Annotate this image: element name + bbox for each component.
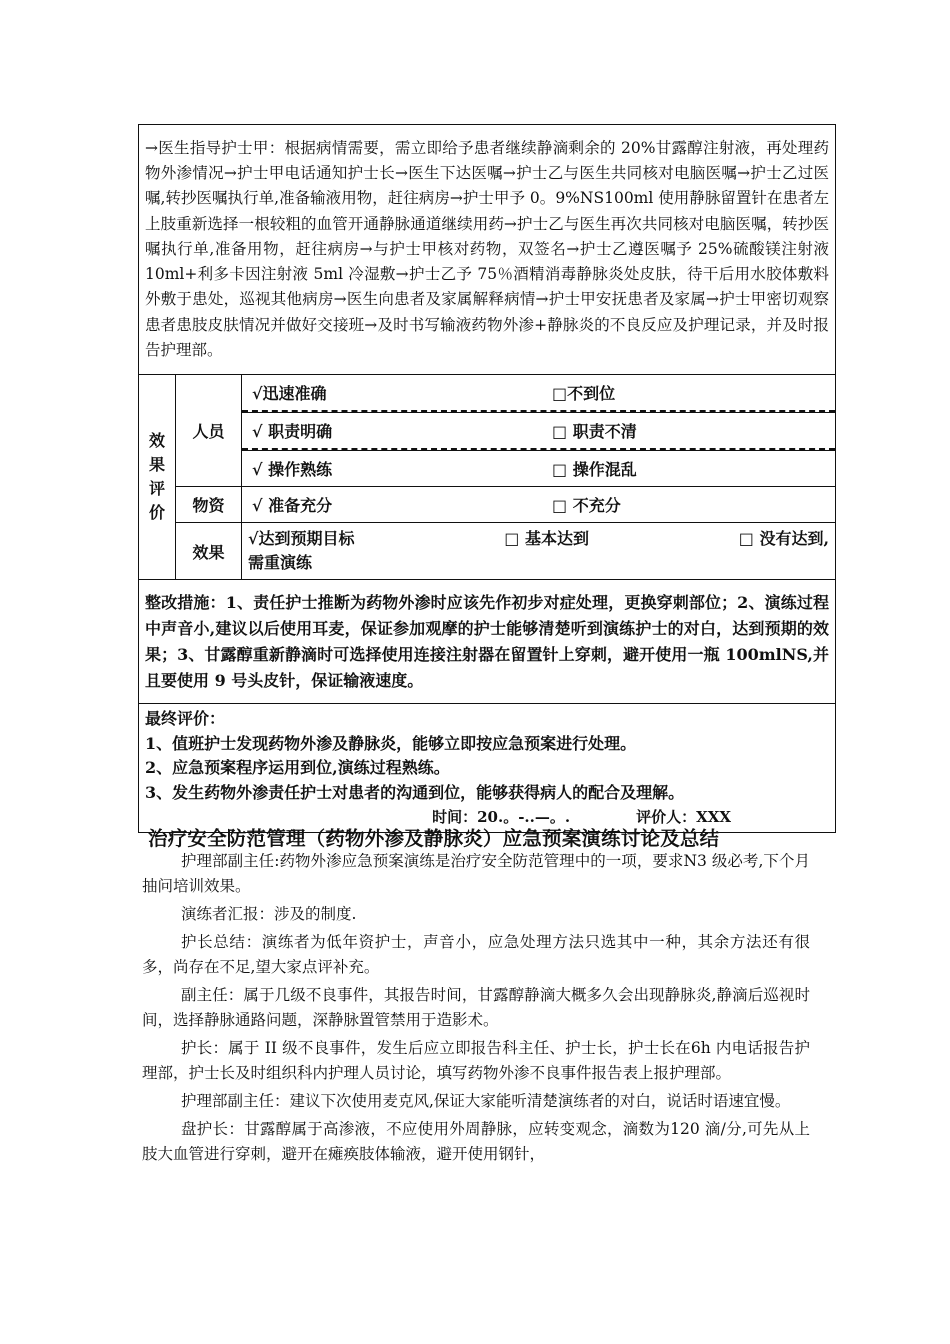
procedure-text: →医生指导护士甲：根据病情需要，需立即给予患者继续静滴剩余的 20%甘露醇注射液，再处理药物外渗情况→护士甲电话通知护士长→医生下达医嘱→护士乙与医生共同核对电脑医嘱→护士乙过医嘱,转抄医嘱执行单,准备输液用物，赶往病房→护士甲予 0。9%NS100ml 使用静脉留置针在患者左上肢重新选择一根较粗的血管开通静脉通道继续用药→护士乙与医生再次共同核对电脑医嘱，转抄医嘱执行单,准备用物，赶往病房→与护士甲核对药物，双签名→护士乙遵医嘱予 25%硫酸镁注射液 10ml+利多卡因注射液 5ml 冷湿敷→护士乙予 75％酒精消毒静脉炎处皮肤，待干后用水胶体敷料外敷于患处，巡视其他病房→医生向患者及家属解释病情→护士甲安抚患者及家属→护士甲密切观察患者患肢皮肤情况并做好交接班→及时书写输液药物外渗+静脉炎的不良反应及护理记录，并及时报告护理部。 xyxy=(145,138,830,360)
option-unchecked: □ 操作混乱 xyxy=(552,460,637,479)
effect-evaluation-label xyxy=(139,375,176,580)
option-checked: √ 操作熟练 xyxy=(252,460,333,479)
materials-row xyxy=(242,487,835,522)
personnel-options xyxy=(242,413,836,451)
evaluation-time: 时间：20.。-..—。. xyxy=(432,808,571,826)
option-continuation: 需重演练 xyxy=(248,553,313,572)
summary-paragraph: 盘护长：甘露醇属于高渗液，不应使用外周静脉，应转变观念，滴数为120 滴/分,可先从上肢大血管进行穿刺，避开在瘫痪肢体输液，避开使用钢针， xyxy=(142,1120,810,1163)
final-evaluation-item: 3、发生药物外渗责任护士对患者的沟通到位，能够获得病人的配合及理解。 xyxy=(145,782,685,802)
personnel-label: 人员 xyxy=(176,375,242,487)
final-evaluation-item: 2、应急预案程序运用到位,演练过程熟练。 xyxy=(145,758,450,777)
personnel-options xyxy=(242,375,836,413)
summary-paragraph: 护长：属于 II 级不良事件，发生后应立即报告科主任、护士长，护士长在6h 内电话报告护理部，护士长及时组织科内护理人员讨论，填写药物外渗不良事件报告表上报护理部。 xyxy=(142,1039,810,1082)
option-unchecked: □ 不充分 xyxy=(552,496,621,515)
summary-title: 治疗安全防范管理（药物外渗及静脉炎）应急预案演练讨论及总结 xyxy=(148,827,720,850)
rectification-cell xyxy=(139,580,836,704)
summary-paragraph: 护长总结：演练者为低年资护士，声音小，应急处理方法只选其中一种，其余方法还有很多，尚存在不足,望大家点评补充。 xyxy=(142,933,810,976)
personnel-row xyxy=(242,375,835,412)
summary-body xyxy=(142,849,810,1167)
materials-options xyxy=(242,487,836,523)
summary-paragraph: 护理部副主任:药物外渗应急预案演练是治疗安全防范管理中的一项，要求N3 级必考,下个月抽问培训效果。 xyxy=(142,852,810,895)
effect-label: 效果 xyxy=(176,523,242,580)
procedure-cell xyxy=(139,125,836,375)
option-unchecked: □不到位 xyxy=(552,384,616,403)
final-evaluation xyxy=(139,704,835,832)
option-unchecked: □ 基本达到 xyxy=(504,529,589,548)
final-evaluation-heading: 最终评价： xyxy=(145,709,226,728)
personnel-row xyxy=(242,413,835,450)
rectification-text: 整改措施：1、责任护士推断为药物外渗时应该先作初步对症处理，更换穿刺部位；2、演练过程中声音小,建议以后使用耳麦，保证参加观摩的护士能够清楚听到演练护士的对白，达到预期的效果；3、甘露醇重新静滴时可选择使用连接注射器在留置针上穿刺，避开使用一瓶 100mlNS,并且要使用 9 号头皮针，保证输液速度。 xyxy=(145,592,830,690)
option-unchecked: □ 职责不清 xyxy=(552,422,637,441)
summary-paragraph: 演练者汇报：涉及的制度. xyxy=(181,905,357,923)
form-table xyxy=(138,124,836,833)
evaluation-form xyxy=(138,124,835,833)
effect-evaluation-label-text: 效果评价 xyxy=(148,431,165,522)
final-evaluation-item: 1、值班护士发现药物外渗及静脉炎，能够立即按应急预案进行处理。 xyxy=(145,733,637,753)
materials-label: 物资 xyxy=(176,487,242,523)
effect-row xyxy=(242,523,835,579)
option-checked: √ 职责明确 xyxy=(252,422,333,441)
option-checked: √达到预期目标 xyxy=(248,529,355,548)
summary-paragraph: 副主任：属于几级不良事件，其报告时间，甘露醇静滴大概多久会出现静脉炎,静滴后巡视时间，选择静脉通路问题，深静脉置管禁用于造影术。 xyxy=(142,986,810,1029)
evaluator: 评价人：XXX xyxy=(636,808,732,826)
personnel-options xyxy=(242,451,836,487)
option-unchecked: □ 没有达到, xyxy=(738,529,830,548)
option-checked: √ 准备充分 xyxy=(252,496,333,515)
effect-options xyxy=(242,523,836,580)
final-evaluation-cell xyxy=(139,704,836,833)
personnel-row xyxy=(242,451,835,486)
summary-paragraph: 护理部副主任：建议下次使用麦克风,保证大家能听清楚演练者的对白，说话时语速宜慢。 xyxy=(181,1092,791,1110)
option-checked: √迅速准确 xyxy=(252,384,327,403)
